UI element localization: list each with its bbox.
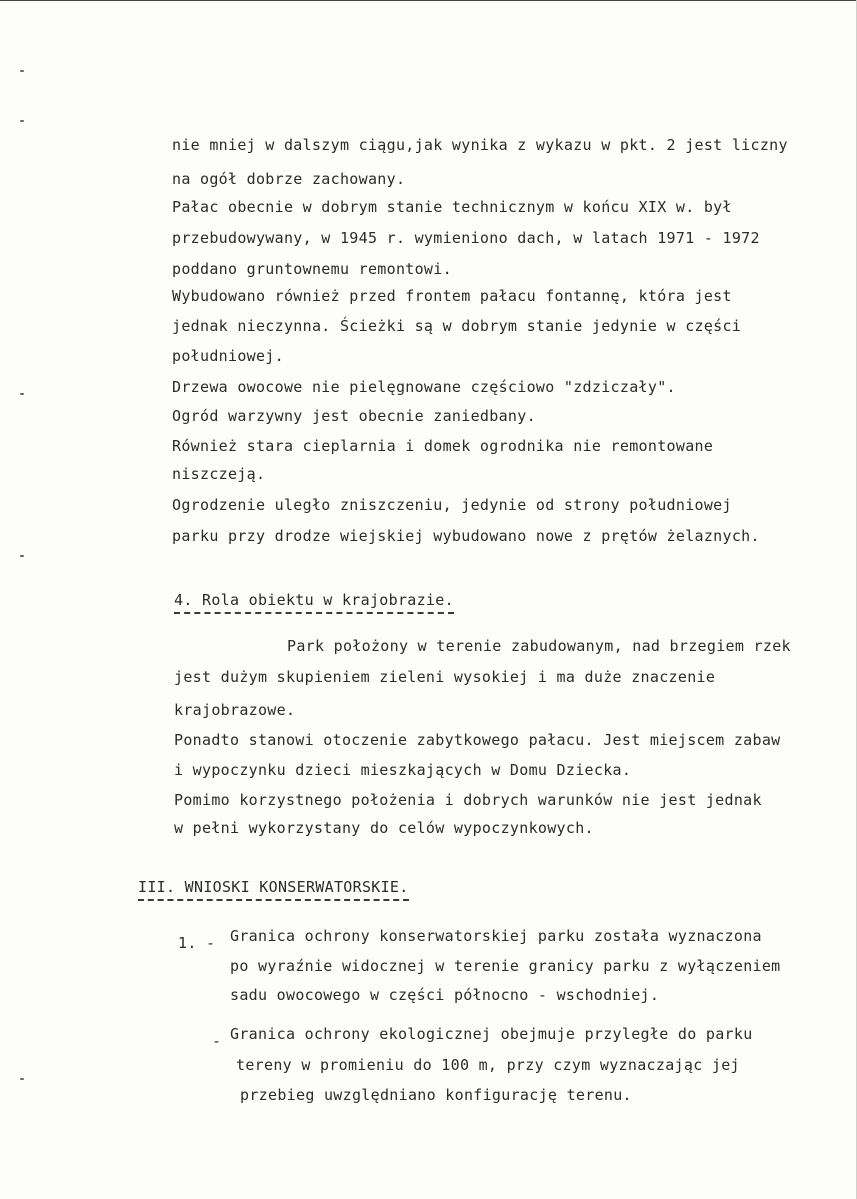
section-4-line: Park położony w terenie zabudowanym, nad brzegiem rzek bbox=[287, 637, 791, 655]
scan-speck bbox=[20, 393, 24, 395]
section-4-line: jest dużym skupieniem zieleni wysokiej i ma duże znaczenie bbox=[174, 668, 716, 686]
scan-speck bbox=[20, 1078, 24, 1080]
body-text-line: Drzewa owocowe nie pielęgnowane częściowo "zdziczały". bbox=[172, 378, 676, 396]
body-text-line: nie mniej w dalszym ciągu,jak wynika z wykazu w pkt. 2 jest liczny bbox=[172, 136, 788, 154]
scan-speck bbox=[20, 70, 24, 72]
scan-top-edge bbox=[0, 0, 857, 1]
section-4-line: Ponadto stanowi otoczenie zabytkowego pałacu. Jest miejscem zabaw bbox=[174, 731, 781, 749]
body-text-line: Ogród warzywny jest obecnie zaniedbany. bbox=[172, 407, 536, 425]
body-text-line: Również stara cieplarnia i domek ogrodnika nie remontowane bbox=[172, 437, 714, 455]
body-text-line: poddano gruntownemu remontowi. bbox=[172, 260, 452, 278]
conclusion-line: przebieg uwzględniano konfigurację terenu. bbox=[240, 1086, 632, 1104]
body-text-line: jednak nieczynna. Ścieżki są w dobrym stanie jedynie w części bbox=[172, 317, 742, 335]
body-text-line: niszczeją. bbox=[172, 465, 266, 483]
section-4-line: i wypoczynku dzieci mieszkających w Domu Dziecka. bbox=[174, 761, 632, 779]
body-text-line: parku przy drodze wiejskiej wybudowano nowe z prętów żelaznych. bbox=[172, 527, 760, 545]
body-text-line: południowej. bbox=[172, 347, 284, 365]
section-4-line: krajobrazowe. bbox=[174, 701, 296, 719]
body-text-line: Ogrodzenie uległo zniszczeniu, jedynie od strony południowej bbox=[172, 496, 732, 514]
conclusion-line: sadu owocowego w części północno - wschodniej. bbox=[230, 986, 660, 1004]
conclusion-line: Granica ochrony ekologicznej obejmuje przyległe do parku bbox=[230, 1025, 753, 1043]
scan-speck bbox=[20, 120, 24, 122]
conclusion-line: po wyraźnie widocznej w terenie granicy parku z wyłączeniem bbox=[230, 957, 781, 975]
list-marker: - bbox=[212, 1032, 222, 1050]
section-iii-heading: III. WNIOSKI KONSERWATORSKIE. bbox=[138, 877, 409, 901]
section-4-line: Pomimo korzystnego położenia i dobrych warunków nie jest jednak bbox=[174, 791, 762, 809]
body-text-line: na ogół dobrze zachowany. bbox=[172, 170, 406, 188]
section-4-line: w pełni wykorzystany do celów wypoczynkowych. bbox=[174, 819, 594, 837]
conclusion-line: Granica ochrony konserwatorskiej parku została wyznaczona bbox=[230, 927, 762, 945]
body-text-line: Wybudowano również przed frontem pałacu fontannę, która jest bbox=[172, 287, 732, 305]
conclusion-line: tereny w promieniu do 100 m, przy czym wyznaczając jej bbox=[236, 1056, 740, 1074]
list-marker: 1. - bbox=[178, 934, 216, 952]
scan-speck bbox=[20, 555, 24, 557]
body-text-line: Pałac obecnie w dobrym stanie technicznym w końcu XIX w. był bbox=[172, 198, 732, 216]
body-text-line: przebudowywany, w 1945 r. wymieniono dach, w latach 1971 - 1972 bbox=[172, 229, 760, 247]
section-4-heading: 4. Rola obiektu w krajobrazie. bbox=[174, 590, 454, 614]
